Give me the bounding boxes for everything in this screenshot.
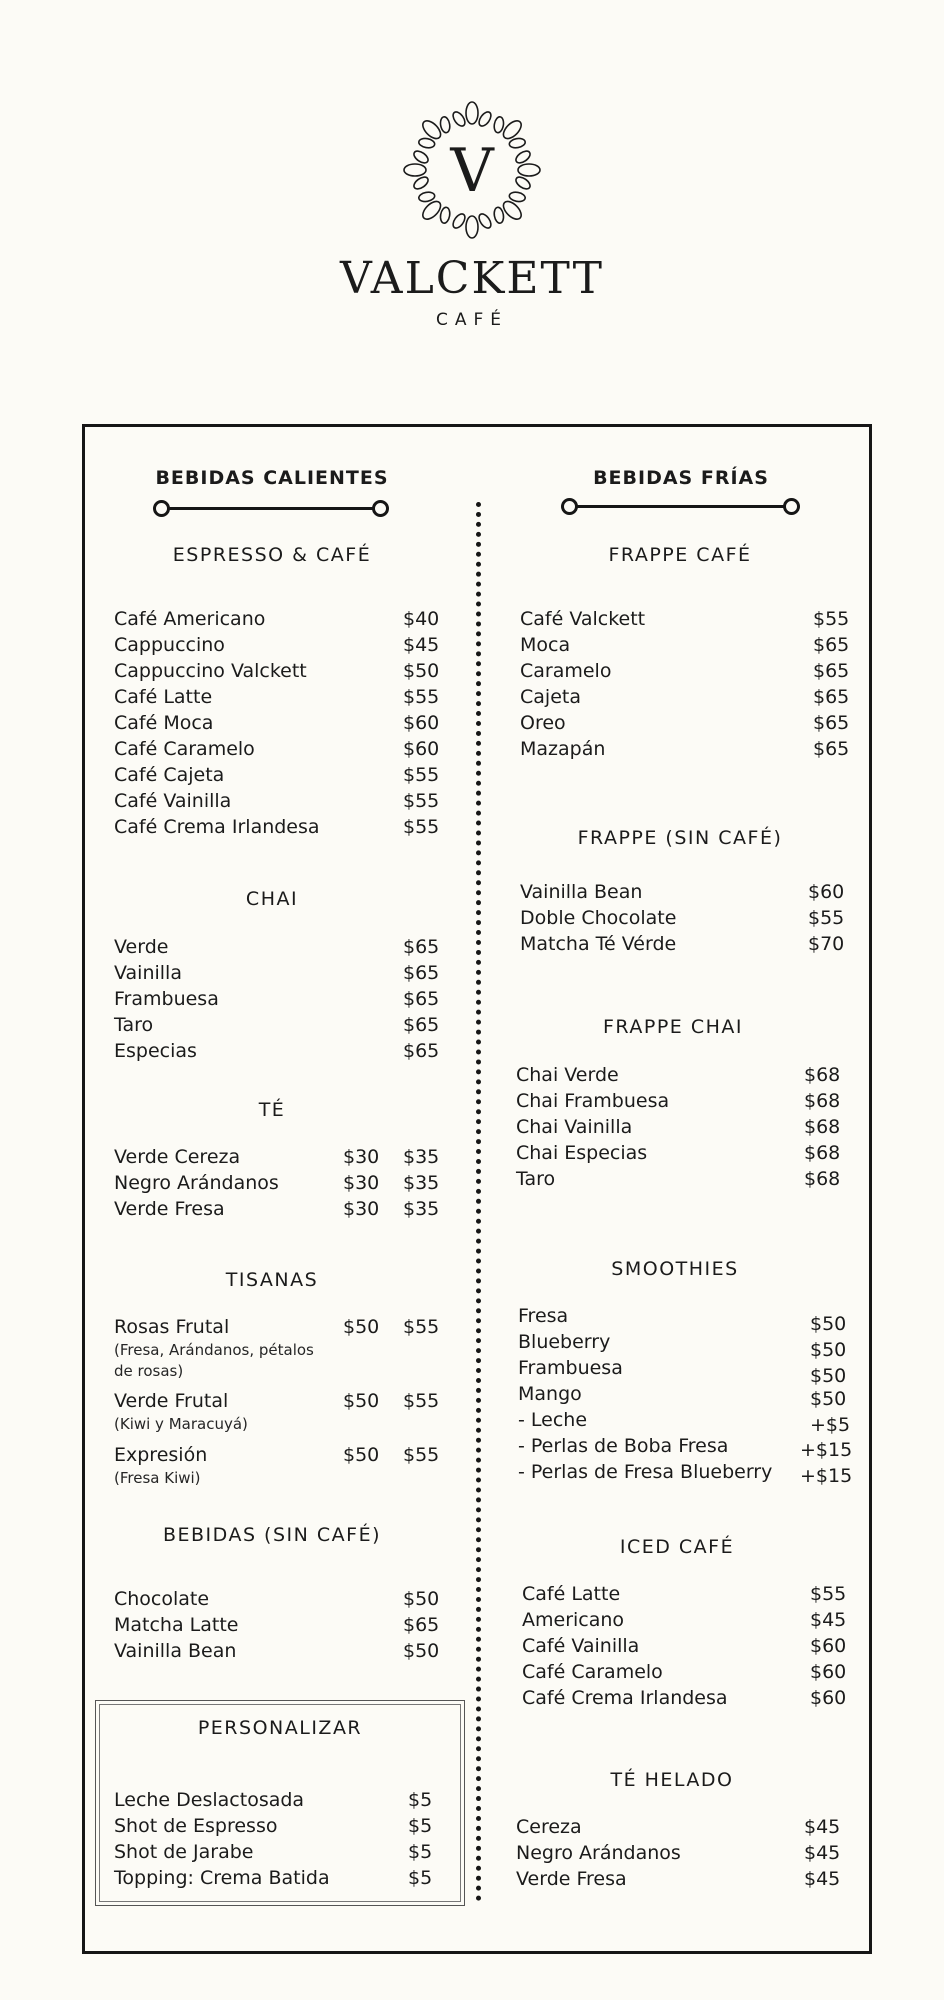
- personalizar-list: [114, 1787, 436, 1891]
- menu-item: Blueberry $50: [518, 1331, 847, 1361]
- menu-item: Americano $45: [522, 1609, 847, 1631]
- menu-item: Frambuesa $50: [518, 1357, 847, 1387]
- menu-item: Verde $65: [114, 936, 440, 958]
- menu-item: Vainilla Bean $60: [520, 881, 845, 903]
- menu-item: Negro Arándanos $30 $35: [114, 1172, 440, 1194]
- menu-item: Leche Deslactosada $5: [114, 1789, 433, 1811]
- menu-item: Café Caramelo $60: [114, 738, 440, 760]
- menu-item: Café Crema Irlandesa $55: [114, 816, 440, 838]
- menu-item: Expresión $50 $55 (Fresa Kiwi): [114, 1444, 440, 1487]
- menu-item: Shot de Espresso $5: [114, 1815, 433, 1837]
- column-divider: [476, 502, 481, 1902]
- sin-cafe-list: [114, 1586, 440, 1664]
- heading-rule: [155, 499, 387, 519]
- menu-item: Fresa $50: [518, 1305, 847, 1335]
- menu-item: Taro $68: [516, 1168, 841, 1190]
- section-title-chai: CHAI: [245, 888, 299, 910]
- heading-rule: [563, 497, 798, 517]
- brand-subtitle: CAFÉ: [435, 310, 509, 330]
- menu-item: Cappuccino $45: [114, 634, 440, 656]
- brand-logo: [0, 95, 944, 330]
- menu-item: Shot de Jarabe $5: [114, 1841, 433, 1863]
- menu-item: Café Latte $55: [522, 1583, 847, 1605]
- menu-item: - Perlas de Boba Fresa +$15: [518, 1435, 853, 1461]
- menu-item: Café Americano $40: [114, 608, 440, 630]
- smoothies-list: [518, 1303, 853, 1487]
- section-title-te-helado: TÉ HELADO: [610, 1769, 734, 1791]
- menu-item: Verde Frutal $50 $55 (Kiwi y Maracuyá): [114, 1390, 440, 1433]
- item-note: (Fresa, Arándanos, pétalos de rosas): [114, 1341, 314, 1380]
- menu-item: Café Moca $60: [114, 712, 440, 734]
- menu-item: Vainilla Bean $50: [114, 1640, 440, 1662]
- section-title-frappe-chai: FRAPPE CHAI: [603, 1016, 743, 1038]
- menu-item: Mango $50: [518, 1383, 847, 1410]
- section-title-iced-cafe: ICED CAFÉ: [619, 1536, 735, 1558]
- menu-item: Café Valckett $55: [520, 608, 850, 630]
- menu-item: Café Crema Irlandesa $60: [522, 1687, 847, 1709]
- menu-item: Oreo $65: [520, 712, 850, 734]
- menu-item: Cajeta $65: [520, 686, 850, 708]
- menu-item: Vainilla $65: [114, 962, 440, 984]
- menu-item: Negro Arándanos $45: [516, 1842, 841, 1864]
- menu-item: Rosas Frutal $50 $55 (Fresa, Arándanos, pétalos de rosas): [114, 1316, 440, 1380]
- menu-item: Chai Vainilla $68: [516, 1116, 841, 1138]
- tisanas-list: [114, 1314, 440, 1492]
- chai-list: [114, 934, 440, 1064]
- frappe-sin-cafe-list: [520, 879, 846, 957]
- frappe-cafe-list: [520, 606, 850, 762]
- menu-item: Verde Fresa $30 $35: [114, 1198, 440, 1220]
- menu-item: Chai Verde $68: [516, 1064, 841, 1086]
- section-title-sin-cafe: BEBIDAS (SIN CAFÉ): [162, 1524, 381, 1546]
- item-note: (Kiwi y Maracuyá): [114, 1415, 248, 1433]
- menu-item: Verde Cereza $30 $35: [114, 1146, 440, 1168]
- menu-item: Chai Especias $68: [516, 1142, 841, 1164]
- menu-item: Especias $65: [114, 1040, 440, 1062]
- section-title-tisanas: TISANAS: [225, 1269, 319, 1291]
- menu-item: Café Cajeta $55: [114, 764, 440, 786]
- menu-item: Moca $65: [520, 634, 850, 656]
- section-title-te: TÉ: [258, 1099, 286, 1121]
- menu-item: Matcha Latte $65: [114, 1614, 440, 1636]
- menu-item: Frambuesa $65: [114, 988, 440, 1010]
- monogram: V: [450, 136, 494, 206]
- menu-item: Doble Chocolate $55: [520, 907, 845, 929]
- menu-item: Caramelo $65: [520, 660, 850, 682]
- menu-item: Taro $65: [114, 1014, 440, 1036]
- menu-item: Cappuccino Valckett $50: [114, 660, 440, 682]
- espresso-list: [114, 606, 440, 840]
- item-note: (Fresa Kiwi): [114, 1469, 201, 1487]
- cold-drinks-heading: BEBIDAS FRÍAS: [593, 467, 769, 489]
- menu-item: Café Caramelo $60: [522, 1661, 847, 1683]
- iced-cafe-list: [522, 1581, 848, 1711]
- menu-item: Café Vainilla $55: [114, 790, 440, 812]
- menu-item: Topping: Crema Batida $5: [114, 1867, 433, 1889]
- frappe-chai-list: [516, 1062, 842, 1192]
- section-title-personalizar: PERSONALIZAR: [197, 1717, 363, 1739]
- menu-item: Chocolate $50: [114, 1588, 440, 1610]
- te-helado-list: [516, 1814, 842, 1892]
- menu-item: - Leche +$5: [518, 1409, 851, 1436]
- menu-item: - Perlas de Fresa Blueberry +$15: [518, 1461, 853, 1487]
- menu-item: Cereza $45: [516, 1816, 841, 1838]
- te-list: [114, 1144, 440, 1222]
- menu-item: Matcha Té Vérde $70: [520, 933, 845, 955]
- menu-item: Café Vainilla $60: [522, 1635, 847, 1657]
- hot-drinks-heading: BEBIDAS CALIENTES: [155, 467, 389, 489]
- section-title-smoothies: SMOOTHIES: [611, 1258, 739, 1280]
- laurel-wreath-icon: [397, 95, 547, 245]
- menu-item: Chai Frambuesa $68: [516, 1090, 841, 1112]
- menu-item: Verde Fresa $45: [516, 1868, 841, 1890]
- section-title-frappe-sin-cafe: FRAPPE (SIN CAFÉ): [577, 827, 783, 849]
- section-title-espresso: ESPRESSO & CAFÉ: [172, 544, 372, 566]
- menu-item: Mazapán $65: [520, 738, 850, 760]
- menu-item: Café Latte $55: [114, 686, 440, 708]
- section-title-frappe-cafe: FRAPPE CAFÉ: [608, 544, 752, 566]
- brand-name: VALCKETT: [340, 253, 604, 304]
